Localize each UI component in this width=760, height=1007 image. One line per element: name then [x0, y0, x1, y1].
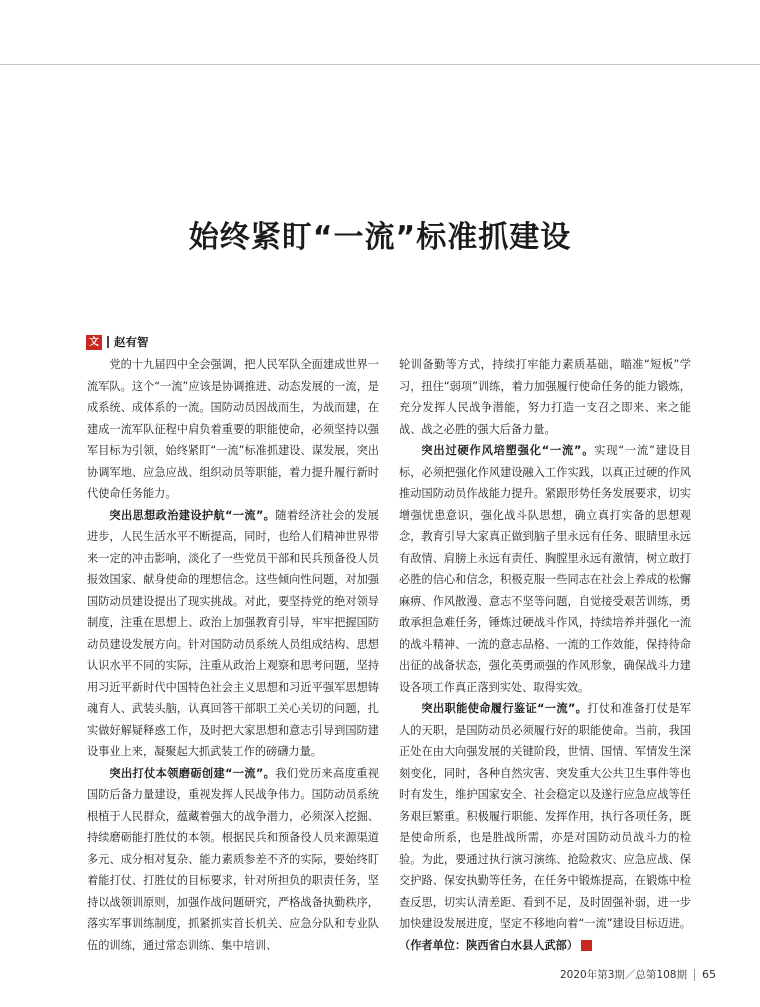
paragraph-text: 打仗和准备打仗是军人的天职，是国防动员必须履行好的职能使命。当前，我国正处在由大向强发展的关键阶段，世情、国情、军情发生深刻变化，同时，各种自然灾害、突发重大公共卫生事件等也时有发生，维护国家安全、社会稳定以及遂行应急应战等任务艰巨繁重。积极履行职能、发挥作用，执行各项任务，既是使命所系，也是胜战所需，亦是对国防动员战斗力的检验。为此，要通过执行演习演练、抢险救灾、应急应战、保交护路、保安执勤等任务，在任务中锻炼提高，在锻炼中检查反思，切实认清差距、看到不足，及时固强补弱，进一步加快建设发展进度，坚定不移地向着“一流”建设目标迈进。 — [399, 702, 691, 930]
page-footer — [560, 967, 716, 982]
paragraph-text: 我们党历来高度重视国防后备力量建设，重视发挥人民战争伟力。国防动员系统根植于人民群众，蕴藏着强大的战争潜力，必须深入挖掘、持续磨砺能打胜仗的本领。根据民兵和预备役人员来源渠道多元、成分相对复杂、能力素质参差不齐的实际，要始终盯着能打仗、打胜仗的目标要求，针对所担负的职责任务，坚持以战领训原则，加强作战问题研究，严格战备执勤秩序，落实军事训练制度，抓紧抓实首长机关、应急分队和专业队伍的训练，通过常态训练、集中培训、 — [87, 766, 379, 952]
paragraph — [87, 763, 379, 957]
end-mark-icon: G — [581, 940, 592, 951]
paragraph-continued — [399, 354, 691, 440]
byline — [86, 334, 149, 350]
byline-tag: 文 — [86, 335, 102, 350]
article-title: 始终紧盯“一流”标准抓建设 — [188, 220, 572, 255]
left-column — [87, 354, 379, 956]
paragraph-lead: 突出思想政治建设护航“一流”。 — [109, 508, 276, 522]
footer-divider — [694, 969, 695, 981]
right-column — [399, 354, 691, 956]
paragraph — [87, 354, 379, 505]
paragraph-text: 实现“一流”建设目标，必须把强化作风建设融入工作实践，以真正过硬的作风推动国防动员作战能力提升。紧跟形势任务发展要求，切实增强忧患意识，强化战斗队思想，确立真打实备的思想观念，教育引导大家真正做到脑子里永远有任务、眼睛里永远有敌情、肩膀上永远有责任、胸膛里永远有激情，树立敢打必胜的信心和信念，积极克服一些同志在社会上养成的松懈麻痹、作风散漫、意志不坚等问题，自觉接受艰苦训练，勇敢承担急难任务，锤炼过硬战斗作风，持续培养并强化一流的战斗精神、一流的意志品格、一流的工作效能，保持待命出征的战备状态，强化英勇顽强的作风形象，确保战斗力建设各项工作真正落到实处、取得实效。 — [399, 444, 692, 694]
page-number: 65 — [701, 968, 716, 981]
paragraph — [399, 698, 691, 956]
paragraph-lead: 突出打仗本领磨砺创建“一流”。 — [109, 766, 276, 780]
paragraph-text: 轮训备勤等方式，持续打牢能力素质基础，瞄准“短板”学习，扭住“弱项”训练，着力加强履行使命任务的能力锻炼，充分发挥人民战争潜能，努力打造一支召之即来、来之能战、战之必胜的强大后备力量。 — [399, 358, 691, 436]
paragraph — [87, 505, 379, 763]
paragraph-text: 随着经济社会的发展进步，人民生活水平不断提高，同时，也给人们精神世界带来一定的冲击影响，淡化了一些党员干部和民兵预备役人员报效国家、献身使命的理想信念。这些倾向性问题，对加强国防动员建设提出了现实挑战。对此，要坚持党的绝对领导制度，注重在思想上、政治上加强教育引导，牢牢把握国防动员建设发展方向。针对国防动员系统人员组成结构、思想认识水平不同的实际，注重从政治上观察和思考问题，坚持用习近平新时代中国特色社会主义思想和习近平强军思想铸魂育人、武装头脑，认真回答干部职工关心关切的问题，扎实做好解疑释惑工作，及时把大家思想和意志引导到国防建设事业上来，凝聚起大抓武装工作的磅礴力量。 — [87, 508, 379, 758]
author-affiliation: （作者单位：陕西省白水县人武部） — [399, 938, 579, 952]
author-name: 赵有智 — [114, 335, 149, 349]
paragraph-lead: 突出过硬作风培塑强化“一流”。 — [421, 444, 595, 457]
issue-info: 2020年第3期／总第108期 — [560, 969, 687, 981]
byline-divider — [107, 336, 109, 348]
paragraph-text: 党的十九届四中全会强调，把人民军队全面建成世界一流军队。这个“一流”应该是协调推进、动态发展的一流，是成系统、成体系的一流。国防动员因战而生，为战而建，在建成一流军队征程中肩负着重要的职能使命，必须坚持以强军目标为引领，始终紧盯“一流”标准抓建设、谋发展，突出协调军地、应急应战、组织动员等职能，着力提升履行新时代使命任务能力。 — [87, 358, 379, 500]
top-rule — [0, 64, 760, 65]
paragraph-lead: 突出职能使命履行鉴证“一流”。 — [421, 702, 588, 715]
paragraph — [399, 440, 691, 698]
